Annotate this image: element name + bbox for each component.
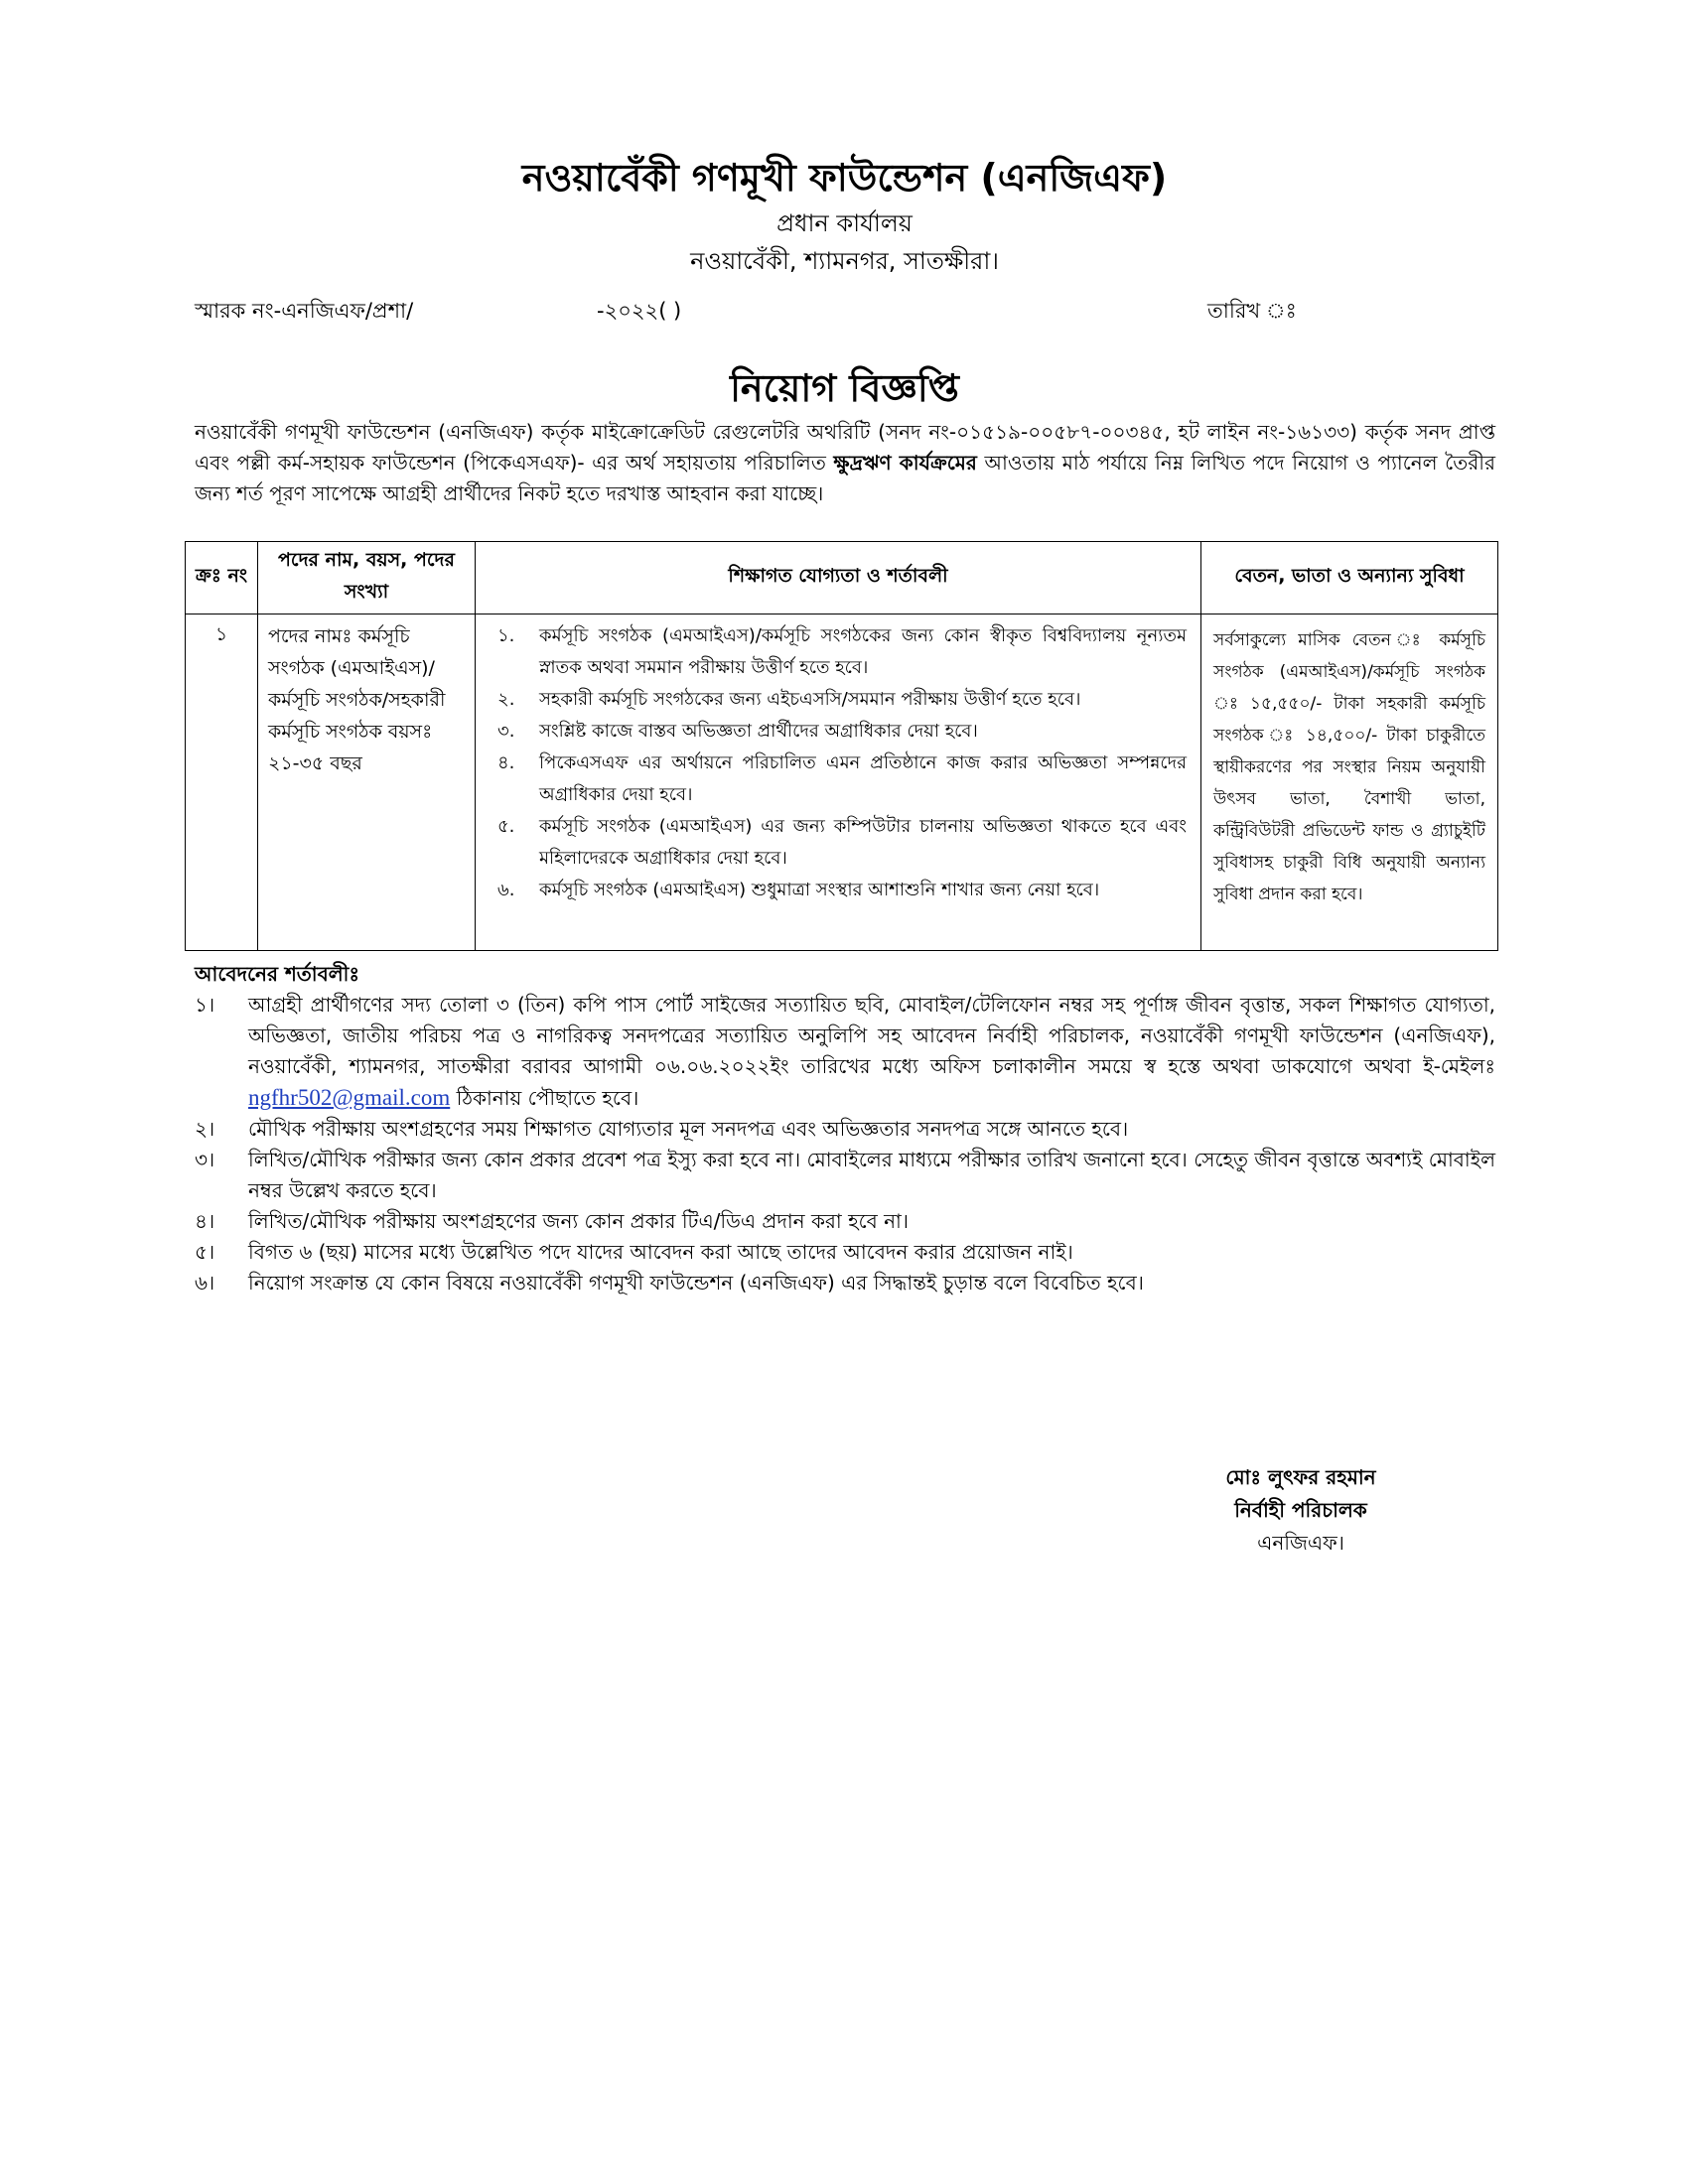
list-item: [486, 716, 1187, 748]
intro-highlight: ক্ষুদ্রঋণ কার্যক্রমের: [833, 451, 977, 475]
list-item: [195, 1237, 1495, 1268]
item-number: ১।: [195, 993, 215, 1017]
conditions-list: [195, 990, 1495, 1298]
item-text: পিকেএসএফ এর অর্থায়নে পরিচালিত এমন প্রতিষ্ঠানে কাজ করার অভিজ্ঞতা সম্পন্নদের অগ্রাধিকার দেয়া হবে।: [539, 752, 1187, 805]
item-number: ৬.: [497, 880, 515, 900]
item-text: লিখিত/মৌখিক পরীক্ষার জন্য কোন প্রকার প্রবেশ পত্র ইস্যু করা হবে না। মোবাইলের মাধ্যমে পরীক্ষার তারিখ জনানো হবে। সেহেতু জীবন বৃত্তান্তে অবশ্যই মোবাইল নম্বর উল্লেখ করতে হবে।: [248, 1148, 1495, 1202]
intro-paragraph: [195, 417, 1495, 509]
signatory-designation: নির্বাহী পরিচালক: [1234, 1498, 1367, 1522]
memo-row: [195, 295, 1307, 325]
list-item: [486, 748, 1187, 811]
header-serial: ক্রঃ নং: [186, 542, 258, 614]
list-item: [195, 1206, 1495, 1237]
list-item: [195, 1268, 1495, 1298]
item-number: ২।: [195, 1117, 215, 1141]
item-number: ৪.: [497, 752, 515, 773]
list-item: [486, 620, 1187, 684]
notice-title: নিয়োগ বিজ্ঞপ্তি: [730, 366, 959, 410]
signature-block: [1152, 1461, 1450, 1560]
item-text: মৌখিক পরীক্ষায় অংশগ্রহণের সময় শিক্ষাগত যোগ্যতার মূল সনদপত্র এবং অভিজ্ঞতার সনদপত্র সঙ্গে আনতে হবে।: [248, 1117, 1129, 1141]
item-number: ৩.: [497, 721, 515, 742]
item-number: ২.: [497, 689, 515, 710]
item-text: [248, 990, 1495, 1114]
item-text: কর্মসূচি সংগঠক (এমআইএস) শুধুমাত্রা সংস্থার আশাশুনি শাখার জন্য নেয়া হবে।: [539, 880, 1100, 900]
job-table: [185, 541, 1498, 951]
item-text: সংশ্লিষ্ট কাজে বাস্তব অভিজ্ঞতা প্রার্থীদের অগ্রাধিকার দেয়া হবে।: [539, 721, 978, 742]
memo-year: -২০২২( ): [597, 299, 682, 323]
item-text: সহকারী কর্মসূচি সংগঠকের জন্য এইচএসসি/সমমান পরীক্ষায় উত্তীর্ণ হতে হবে।: [539, 689, 1081, 710]
item-number: ৫.: [497, 816, 515, 837]
memo-date-label: তারিখ ঃ: [1207, 299, 1297, 323]
cell-post: পদের নামঃ কর্মসূচি সংগঠক (এমআইএস)/কর্মসূচি সংগঠক/সহকারী কর্মসূচি সংগঠক বয়সঃ ২১-৩৫ বছর: [258, 614, 476, 951]
conditions-heading: আবেদনের শর্তাবলীঃ: [195, 962, 360, 986]
list-item: [486, 875, 1187, 906]
signatory-name: মোঃ লুৎফর রহমান: [1225, 1465, 1376, 1489]
item-text: নিয়োগ সংক্রান্ত যে কোন বিষয়ে নওয়াবেঁকী গণমূখী ফাউন্ডেশন (এনজিএফ) এর সিদ্ধান্তই চুড়ান্ত বলে বিবেচিত হবে।: [248, 1271, 1144, 1295]
item-text: লিখিত/মৌখিক পরীক্ষায় অংশগ্রহণের জন্য কোন প্রকার টিএ/ডিএ প্রদান করা হবে না।: [248, 1209, 910, 1233]
organization-address: নওয়াবেঁকী, শ্যামনগর, সাতক্ষীরা।: [690, 247, 999, 275]
cell-salary: সর্বসাকুল্যে মাসিক বেতন ঃ কর্মসূচি সংগঠক (এমআইএস)/কর্মসূচি সংগঠক ঃ ১৫,৫৫০/- টাকা সহকারী কর্মসূচি সংগঠক ঃ ১৪,৫০০/- টাকা চাকুরীতে স্থায়ীকরণের পর সংস্থার নিয়ম অনুযায়ী উৎসব ভাতা, বৈশাখী ভাতা, কন্ট্রিবিউটরী প্রভিডেন্ট ফান্ড ও গ্র্যাচুইটি সুবিধাসহ চাকুরী বিধি অনুযায়ী অন্যান্য সুবিধা প্রদান করা হবে।: [1201, 614, 1498, 951]
cell-qualifications: [476, 614, 1201, 951]
memo-reference: স্মারক নং-এনজিএফ/প্রশা/: [195, 299, 414, 323]
header-salary: বেতন, ভাতা ও অন্যান্য সুবিধা: [1201, 542, 1498, 614]
list-item: [486, 811, 1187, 875]
list-item: [486, 684, 1187, 716]
item-text: বিগত ৬ (ছয়) মাসের মধ্যে উল্লেখিত পদে যাদের আবেদন করা আছে তাদের আবেদন করার প্রয়োজন নাই।: [248, 1240, 1073, 1264]
list-item: [195, 1114, 1495, 1145]
list-item: [195, 990, 1495, 1114]
signatory-organization: এনজিএফ।: [1257, 1531, 1344, 1555]
item-text: কর্মসূচি সংগঠক (এমআইএস)/কর্মসূচি সংগঠকের জন্য কোন স্বীকৃত বিশ্ববিদ্যালয় নূন্যতম স্নাতক অথবা সমমান পরীক্ষায় উত্তীর্ণ হতে হবে।: [539, 625, 1187, 678]
header-post: পদের নাম, বয়স, পদের সংখ্যা: [258, 542, 476, 614]
item-number: ৬।: [195, 1271, 215, 1295]
intro-text-a: নওয়াবেঁকী গণমূখী ফাউন্ডেশন (এনজিএফ) কর্তৃক মাইক্রোক্রেডিট রেগুলেটরি অথরিটি (সনদ নং-০১৫১৯-০০৫৮৭-০০৩৪৫, হট লাইন নং-১৬১৩৩) কর্তৃক সনদ প্রাপ্ত এবং পল্লী কর্ম-সহায়ক ফাউন্ডেশন (পিকেএসএফ)- এর অর্থ সহায়তায় পরিচালিত: [195, 420, 1495, 475]
organization-title: নওয়াবেঁকী গণমূখী ফাউন্ডেশন (এনজিএফ): [521, 156, 1168, 200]
item-text: কর্মসূচি সংগঠক (এমআইএস) এর জন্য কম্পিউটার চালনায় অভিজ্ঞতা থাকতে হবে এবং মহিলাদেরকে অগ্রাধিকার দেয়া হবে।: [539, 816, 1187, 869]
item-number: ৪।: [195, 1209, 215, 1233]
list-item: [195, 1145, 1495, 1206]
condition-text-a: আগ্রহী প্রার্থীগণের সদ্য তোলা ৩ (তিন) কপি পাস পোর্ট সাইজের সত্যায়িত ছবি, মোবাইল/টেলিফোন নম্বর সহ পূর্ণাঙ্গ জীবন বৃত্তান্ত, সকল শিক্ষাগত যোগ্যতা, অভিজ্ঞতা, জাতীয় পরিচয় পত্র ও নাগরিকত্ব সনদপত্রের সত্যায়িত অনুলিপি সহ আবেদন নির্বাহী পরিচালক, নওয়াবেঁকী গণমূখী ফাউন্ডেশন (এনজিএফ), নওয়াবেঁকী, শ্যামনগর, সাতক্ষীরা বরাবর আগামী ০৬.০৬.২০২২ইং তারিখের মধ্যে অফিস চলাকালীন সময়ে স্ব হস্তে অথবা ডাকযোগে অথবা ই-মেইলঃ: [248, 993, 1495, 1078]
item-number: ৫।: [195, 1240, 215, 1264]
item-number: ৩।: [195, 1148, 215, 1171]
header-qualification: শিক্ষাগত যোগ্যতা ও শর্তাবলী: [476, 542, 1201, 614]
table-row: [186, 614, 1498, 951]
email-link[interactable]: ngfhr502@gmail.com: [248, 1085, 451, 1110]
item-number: ১.: [497, 625, 515, 646]
table-header-row: [186, 542, 1498, 614]
cell-serial: ১: [186, 614, 258, 951]
condition-text-b: ঠিকানায় পৌছাতে হবে।: [450, 1086, 639, 1110]
office-label: প্রধান কার্যালয়: [776, 209, 913, 237]
intro-text-b: আওতায় মাঠ পর্যায়ে নিম্ন লিখিত পদে নিয়োগ ও প্যানেল তৈরীর জন্য শর্ত পূরণ সাপেক্ষে আগ্রহী প্রার্থীদের নিকট হতে দরখাস্ত আহবান করা যাচ্ছে।: [195, 451, 1495, 505]
